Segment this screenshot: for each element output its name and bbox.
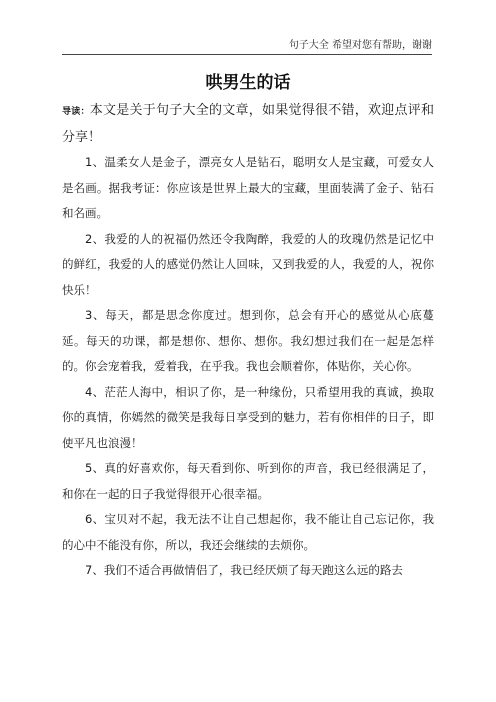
intro-text: 本文是关于句子大全的文章，如果觉得很不错，欢迎点评和分享！ [62, 103, 434, 145]
document-body [62, 98, 434, 584]
paragraph-2: 2、我爱的人的祝福仍然还令我陶醉，我爱的人的玫瑰仍然是记忆中的鲜红，我爱的人的感觉仍然让人回味，又到我爱的人，我爱的人，祝你快乐！ [62, 231, 434, 297]
paragraph-7: 7、我们不适合再做情侣了，我已经厌烦了每天跑这么远的路去 [85, 563, 403, 577]
paragraph-6: 6、宝贝对不起，我无法不让自己想起你，我不能让自己忘记你，我的心中不能没有你，所以，我还会继续的去烦你。 [62, 512, 434, 552]
intro-label: 导读： [62, 107, 90, 117]
document-title: 哄男生的话 [205, 73, 291, 93]
intro-paragraph [62, 98, 434, 150]
paragraph-1: 1、温柔女人是金子，漂亮女人是钻石，聪明女人是宝藏，可爱女人是名画。据我考证：你应该是世界上最大的宝藏，里面装满了金子、钻石和名画。 [62, 155, 434, 220]
paragraph-4: 4、茫茫人海中，相识了你，是一种缘份，只希望用我的真诚，换取你的真情，你嫣然的微笑是我每日享受到的魅力，若有你相伴的日子，即使平凡也浪漫！ [62, 384, 434, 450]
paragraph-3: 3、每天，都是思念你度过。想到你，总会有开心的感觉从心底蔓延。每天的功课，都是想你、想你、想你。我幻想过我们在一起是怎样的。你会宠着我，爱着我，在乎我。我也会顺着你，体贴你，关心你。 [62, 308, 434, 373]
page-header [62, 30, 432, 55]
header-text: 句子大全 希望对您有帮助，谢谢 [288, 40, 432, 51]
paragraph-5: 5、真的好喜欢你，每天看到你、听到你的声音，我已经很满足了，和你在一起的日子我觉得很开心很幸福。 [62, 461, 434, 501]
